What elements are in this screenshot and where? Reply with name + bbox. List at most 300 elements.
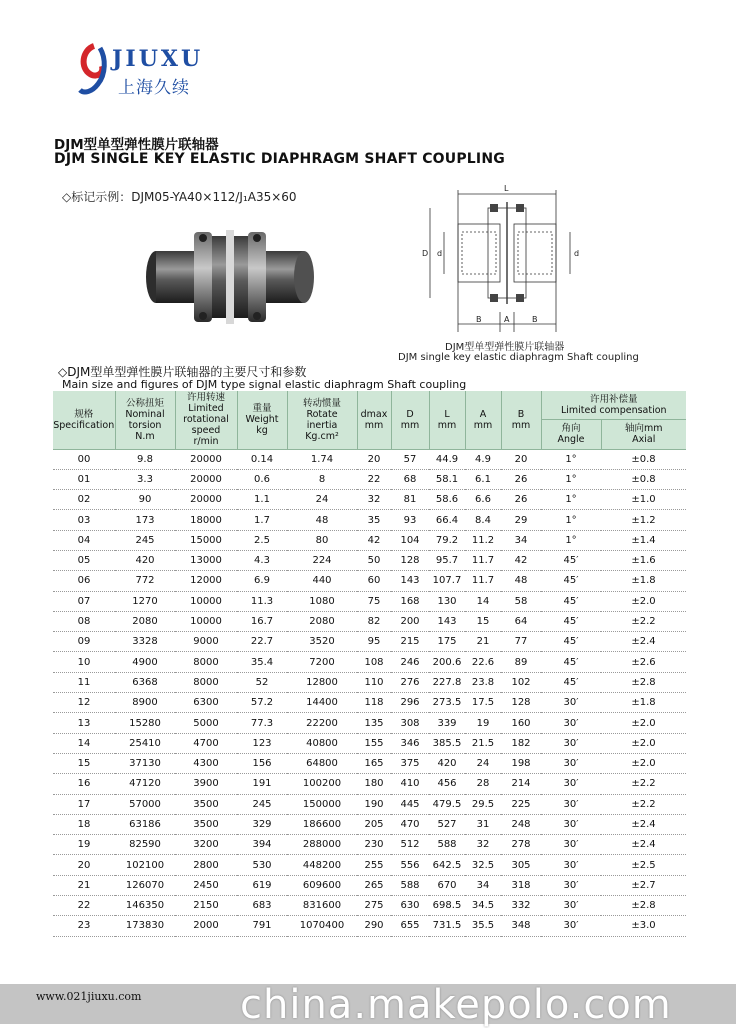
- table-cell: ±2.4: [601, 835, 686, 855]
- table-cell: 205: [357, 814, 391, 834]
- table-cell: 45′: [541, 571, 601, 591]
- table-cell: 19: [53, 835, 115, 855]
- table-cell: 30′: [541, 733, 601, 753]
- table-cell: 642.5: [429, 855, 465, 875]
- table-cell: 276: [391, 672, 429, 692]
- table-row: [53, 693, 686, 713]
- table-cell: 190: [357, 794, 391, 814]
- table-cell: 44.9: [429, 449, 465, 469]
- table-cell: ±2.7: [601, 875, 686, 895]
- table-cell: ±2.2: [601, 774, 686, 794]
- table-cell: 04: [53, 530, 115, 550]
- table-row: [53, 835, 686, 855]
- table-cell: 165: [357, 753, 391, 773]
- table-cell: ±2.4: [601, 814, 686, 834]
- dim-A-label: A: [504, 315, 510, 324]
- drawing-caption-cn: DJM型单型弹性膜片联轴器: [445, 342, 565, 353]
- table-cell: 4.9: [465, 449, 501, 469]
- table-cell: 45′: [541, 550, 601, 570]
- table-cell: 278: [501, 835, 541, 855]
- table-cell: 34.5: [465, 896, 501, 916]
- table-cell: 82: [357, 611, 391, 631]
- table-cell: 4300: [175, 753, 237, 773]
- table-cell: ±2.8: [601, 896, 686, 916]
- dim-B2-label: B: [532, 315, 538, 324]
- table-cell: 42: [501, 550, 541, 570]
- table-cell: 440: [287, 571, 357, 591]
- table-cell: 332: [501, 896, 541, 916]
- table-cell: 00: [53, 449, 115, 469]
- table-cell: 512: [391, 835, 429, 855]
- table-cell: 102100: [115, 855, 175, 875]
- table-cell: 12800: [287, 672, 357, 692]
- table-cell: 11: [53, 672, 115, 692]
- table-cell: 348: [501, 916, 541, 936]
- table-cell: 630: [391, 896, 429, 916]
- table-cell: 80: [287, 530, 357, 550]
- table-row: [53, 896, 686, 916]
- table-cell: 28: [465, 774, 501, 794]
- table-cell: 64: [501, 611, 541, 631]
- table-cell: 50: [357, 550, 391, 570]
- table-cell: 1°: [541, 469, 601, 489]
- table-cell: 130: [429, 591, 465, 611]
- table-cell: 698.5: [429, 896, 465, 916]
- table-cell: 173: [115, 510, 175, 530]
- table-cell: 06: [53, 571, 115, 591]
- table-cell: 77: [501, 632, 541, 652]
- table-cell: 30′: [541, 794, 601, 814]
- table-cell: 24: [465, 753, 501, 773]
- table-cell: 5000: [175, 713, 237, 733]
- table-cell: 1.74: [287, 449, 357, 469]
- table-cell: 670: [429, 875, 465, 895]
- table-cell: 20: [357, 449, 391, 469]
- table-cell: ±2.0: [601, 591, 686, 611]
- header-angle: 角向 Angle: [541, 419, 601, 449]
- table-cell: 4.3: [237, 550, 287, 570]
- table-cell: 0.14: [237, 449, 287, 469]
- table-cell: 246: [391, 652, 429, 672]
- table-cell: 7200: [287, 652, 357, 672]
- table-cell: 420: [115, 550, 175, 570]
- table-cell: 14: [465, 591, 501, 611]
- table-cell: 2.5: [237, 530, 287, 550]
- table-cell: 79.2: [429, 530, 465, 550]
- table-cell: 135: [357, 713, 391, 733]
- table-cell: 29: [501, 510, 541, 530]
- table-cell: 21.5: [465, 733, 501, 753]
- table-cell: 118: [357, 693, 391, 713]
- header-nominal-torsion: 公称扭矩 Nominal torsion N.m: [115, 391, 175, 449]
- table-cell: 110: [357, 672, 391, 692]
- table-cell: 245: [237, 794, 287, 814]
- table-cell: ±2.2: [601, 611, 686, 631]
- table-cell: 18: [53, 814, 115, 834]
- table-cell: 16: [53, 774, 115, 794]
- table-cell: 35.4: [237, 652, 287, 672]
- table-row: [53, 611, 686, 631]
- section-title-en: Main size and figures of DJM type signal elastic diaphragm Shaft coupling: [62, 378, 467, 391]
- table-cell: 200.6: [429, 652, 465, 672]
- table-cell: 180: [357, 774, 391, 794]
- table-cell: 273.5: [429, 693, 465, 713]
- table-cell: 225: [501, 794, 541, 814]
- table-cell: 1.1: [237, 490, 287, 510]
- table-cell: 52: [237, 672, 287, 692]
- table-cell: 173830: [115, 916, 175, 936]
- table-cell: 556: [391, 855, 429, 875]
- table-cell: 12000: [175, 571, 237, 591]
- brand-name: JIUXU: [112, 46, 204, 72]
- table-cell: 305: [501, 855, 541, 875]
- table-cell: 1070400: [287, 916, 357, 936]
- table-cell: 48: [501, 571, 541, 591]
- table-cell: 35.5: [465, 916, 501, 936]
- table-cell: 275: [357, 896, 391, 916]
- table-cell: 29.5: [465, 794, 501, 814]
- page-title-cn: DJM型单型弹性膜片联轴器: [54, 137, 219, 153]
- table-cell: 394: [237, 835, 287, 855]
- table-cell: ±1.4: [601, 530, 686, 550]
- table-cell: 63186: [115, 814, 175, 834]
- table-cell: 35: [357, 510, 391, 530]
- table-cell: 2450: [175, 875, 237, 895]
- table-cell: 200: [391, 611, 429, 631]
- brand-name-cn: 上海久续: [118, 78, 190, 98]
- table-cell: 100200: [287, 774, 357, 794]
- table-cell: 128: [501, 693, 541, 713]
- table-cell: 26: [501, 469, 541, 489]
- table-cell: 30′: [541, 693, 601, 713]
- table-cell: 31: [465, 814, 501, 834]
- dim-D-label: D: [422, 249, 429, 258]
- table-cell: 58.1: [429, 469, 465, 489]
- table-cell: 420: [429, 753, 465, 773]
- table-cell: 14: [53, 733, 115, 753]
- table-cell: 30′: [541, 896, 601, 916]
- table-cell: 14400: [287, 693, 357, 713]
- table-cell: ±2.0: [601, 733, 686, 753]
- table-row: [53, 672, 686, 692]
- table-row: [53, 794, 686, 814]
- table-cell: 107.7: [429, 571, 465, 591]
- watermark: china.makepolo.com: [240, 982, 672, 1028]
- table-cell: 30′: [541, 753, 601, 773]
- table-cell: 22: [53, 896, 115, 916]
- table-cell: 2800: [175, 855, 237, 875]
- table-cell: 655: [391, 916, 429, 936]
- table-cell: 8000: [175, 672, 237, 692]
- table-cell: ±2.0: [601, 713, 686, 733]
- table-cell: 16.7: [237, 611, 287, 631]
- table-cell: 230: [357, 835, 391, 855]
- table-cell: 248: [501, 814, 541, 834]
- table-cell: 10: [53, 652, 115, 672]
- table-cell: 11.7: [465, 571, 501, 591]
- dim-L-label: L: [504, 184, 509, 193]
- table-cell: 18000: [175, 510, 237, 530]
- table-cell: ±1.0: [601, 490, 686, 510]
- table-cell: 45′: [541, 632, 601, 652]
- table-cell: ±2.4: [601, 632, 686, 652]
- table-cell: 89: [501, 652, 541, 672]
- table-cell: 11.7: [465, 550, 501, 570]
- table-cell: 1°: [541, 530, 601, 550]
- table-cell: 329: [237, 814, 287, 834]
- table-cell: 05: [53, 550, 115, 570]
- table-cell: ±3.0: [601, 916, 686, 936]
- table-cell: 1°: [541, 490, 601, 510]
- table-cell: 23.8: [465, 672, 501, 692]
- table-cell: 9.8: [115, 449, 175, 469]
- table-cell: 11.3: [237, 591, 287, 611]
- table-cell: 530: [237, 855, 287, 875]
- table-cell: 6.1: [465, 469, 501, 489]
- table-cell: ±2.8: [601, 672, 686, 692]
- table-cell: 10000: [175, 591, 237, 611]
- table-cell: 9000: [175, 632, 237, 652]
- table-cell: 609600: [287, 875, 357, 895]
- table-cell: 15000: [175, 530, 237, 550]
- header-D: D mm: [391, 391, 429, 449]
- table-row: [53, 774, 686, 794]
- table-row: [53, 753, 686, 773]
- table-cell: 81: [391, 490, 429, 510]
- table-row: [53, 530, 686, 550]
- table-cell: 245: [115, 530, 175, 550]
- table-cell: 8900: [115, 693, 175, 713]
- table-cell: 155: [357, 733, 391, 753]
- table-cell: 1°: [541, 449, 601, 469]
- table-cell: 47120: [115, 774, 175, 794]
- table-row: [53, 510, 686, 530]
- table-cell: 4700: [175, 733, 237, 753]
- table-cell: 831600: [287, 896, 357, 916]
- table-row: [53, 550, 686, 570]
- table-cell: 34: [501, 530, 541, 550]
- table-cell: 32: [357, 490, 391, 510]
- header-A: A mm: [465, 391, 501, 449]
- table-cell: 20000: [175, 449, 237, 469]
- table-cell: 30′: [541, 774, 601, 794]
- table-row: [53, 713, 686, 733]
- table-cell: 448200: [287, 855, 357, 875]
- table-cell: 470: [391, 814, 429, 834]
- header-L: L mm: [429, 391, 465, 449]
- table-cell: ±2.0: [601, 753, 686, 773]
- table-cell: 1080: [287, 591, 357, 611]
- table-cell: 77.3: [237, 713, 287, 733]
- header-limited-compensation: 许用补偿量 Limited compensation: [541, 391, 686, 419]
- table-cell: 32.5: [465, 855, 501, 875]
- table-cell: 57000: [115, 794, 175, 814]
- table-cell: 45′: [541, 672, 601, 692]
- table-cell: 20000: [175, 469, 237, 489]
- table-cell: 21: [53, 875, 115, 895]
- table-cell: 456: [429, 774, 465, 794]
- table-row: [53, 733, 686, 753]
- table-cell: 48: [287, 510, 357, 530]
- table-cell: 20000: [175, 490, 237, 510]
- table-cell: 445: [391, 794, 429, 814]
- table-cell: 255: [357, 855, 391, 875]
- table-cell: 22.6: [465, 652, 501, 672]
- table-cell: 126070: [115, 875, 175, 895]
- table-cell: 123: [237, 733, 287, 753]
- table-cell: 168: [391, 591, 429, 611]
- table-cell: 22200: [287, 713, 357, 733]
- table-row: [53, 490, 686, 510]
- table-cell: 15: [465, 611, 501, 631]
- table-cell: 108: [357, 652, 391, 672]
- table-cell: 214: [501, 774, 541, 794]
- table-cell: 25410: [115, 733, 175, 753]
- table-cell: 40800: [287, 733, 357, 753]
- table-cell: 95.7: [429, 550, 465, 570]
- table-cell: 15280: [115, 713, 175, 733]
- table-cell: 82590: [115, 835, 175, 855]
- table-cell: 68: [391, 469, 429, 489]
- header-limited-speed: 许用转速 Limited rotational speed r/min: [175, 391, 237, 449]
- table-cell: 146350: [115, 896, 175, 916]
- table-cell: 66.4: [429, 510, 465, 530]
- table-cell: 30′: [541, 713, 601, 733]
- table-cell: 58: [501, 591, 541, 611]
- table-cell: 1.7: [237, 510, 287, 530]
- table-cell: 21: [465, 632, 501, 652]
- dim-B1-label: B: [476, 315, 482, 324]
- table-cell: ±1.6: [601, 550, 686, 570]
- table-cell: 2000: [175, 916, 237, 936]
- table-cell: 8: [287, 469, 357, 489]
- table-cell: 288000: [287, 835, 357, 855]
- table-cell: 683: [237, 896, 287, 916]
- table-cell: 1270: [115, 591, 175, 611]
- table-cell: 6368: [115, 672, 175, 692]
- header-specification: 规格 Specification: [53, 391, 115, 449]
- table-cell: ±2.2: [601, 794, 686, 814]
- table-cell: ±1.8: [601, 693, 686, 713]
- table-cell: 375: [391, 753, 429, 773]
- table-cell: 07: [53, 591, 115, 611]
- table-cell: 17: [53, 794, 115, 814]
- table-cell: 791: [237, 916, 287, 936]
- table-cell: 42: [357, 530, 391, 550]
- table-cell: 2080: [287, 611, 357, 631]
- table-cell: 410: [391, 774, 429, 794]
- table-cell: 20: [501, 449, 541, 469]
- table-cell: 143: [391, 571, 429, 591]
- table-cell: 09: [53, 632, 115, 652]
- drawing-caption-en: DJM single key elastic diaphragm Shaft coupling: [398, 352, 639, 363]
- table-cell: 95: [357, 632, 391, 652]
- table-cell: 30′: [541, 916, 601, 936]
- header-axial: 轴向mm Axial: [601, 419, 686, 449]
- table-cell: 32: [465, 835, 501, 855]
- table-cell: 8000: [175, 652, 237, 672]
- table-cell: 346: [391, 733, 429, 753]
- table-cell: 20: [53, 855, 115, 875]
- table-cell: 339: [429, 713, 465, 733]
- table-cell: 0.6: [237, 469, 287, 489]
- table-cell: 11.2: [465, 530, 501, 550]
- table-cell: 3.3: [115, 469, 175, 489]
- table-cell: ±2.5: [601, 855, 686, 875]
- table-cell: 2150: [175, 896, 237, 916]
- table-cell: 527: [429, 814, 465, 834]
- table-cell: 57: [391, 449, 429, 469]
- table-cell: 3500: [175, 814, 237, 834]
- table-cell: 8.4: [465, 510, 501, 530]
- table-cell: 45′: [541, 611, 601, 631]
- header-B: B mm: [501, 391, 541, 449]
- table-cell: 104: [391, 530, 429, 550]
- table-cell: 23: [53, 916, 115, 936]
- table-cell: 75: [357, 591, 391, 611]
- table-cell: 3328: [115, 632, 175, 652]
- dim-d1-label: d: [437, 249, 443, 258]
- table-cell: 34: [465, 875, 501, 895]
- header-weight: 重量 Weight kg: [237, 391, 287, 449]
- website-url[interactable]: www.021jiuxu.com: [36, 990, 142, 1003]
- table-cell: 385.5: [429, 733, 465, 753]
- table-cell: 318: [501, 875, 541, 895]
- table-cell: 30′: [541, 814, 601, 834]
- table-cell: 224: [287, 550, 357, 570]
- table-cell: 08: [53, 611, 115, 631]
- table-cell: 3200: [175, 835, 237, 855]
- table-cell: 30′: [541, 875, 601, 895]
- table-cell: 19: [465, 713, 501, 733]
- table-cell: 198: [501, 753, 541, 773]
- table-cell: 6.6: [465, 490, 501, 510]
- table-cell: 3900: [175, 774, 237, 794]
- marking-example: ◇标记示例：DJM05-YA40×112/J₁A35×60: [62, 190, 297, 204]
- table-row: [53, 875, 686, 895]
- table-cell: 479.5: [429, 794, 465, 814]
- coupling-photo: [140, 222, 320, 332]
- table-cell: 13: [53, 713, 115, 733]
- table-cell: 215: [391, 632, 429, 652]
- table-row: [53, 916, 686, 936]
- table-cell: 22: [357, 469, 391, 489]
- spec-table: [53, 391, 686, 937]
- table-cell: 6300: [175, 693, 237, 713]
- table-cell: 102: [501, 672, 541, 692]
- table-cell: 2080: [115, 611, 175, 631]
- table-cell: 22.7: [237, 632, 287, 652]
- table-cell: 227.8: [429, 672, 465, 692]
- table-cell: 3500: [175, 794, 237, 814]
- table-cell: ±0.8: [601, 469, 686, 489]
- table-cell: 58.6: [429, 490, 465, 510]
- section-title-cn: ◇DJM型单型弹性膜片联轴器的主要尺寸和参数: [58, 365, 307, 379]
- table-cell: 02: [53, 490, 115, 510]
- table-row: [53, 855, 686, 875]
- table-cell: 265: [357, 875, 391, 895]
- table-cell: 150000: [287, 794, 357, 814]
- table-row: [53, 632, 686, 652]
- table-cell: 13000: [175, 550, 237, 570]
- table-cell: 128: [391, 550, 429, 570]
- table-cell: 37130: [115, 753, 175, 773]
- coupling-technical-drawing: [410, 182, 585, 337]
- table-cell: 588: [429, 835, 465, 855]
- table-cell: 64800: [287, 753, 357, 773]
- table-cell: 90: [115, 490, 175, 510]
- table-cell: ±0.8: [601, 449, 686, 469]
